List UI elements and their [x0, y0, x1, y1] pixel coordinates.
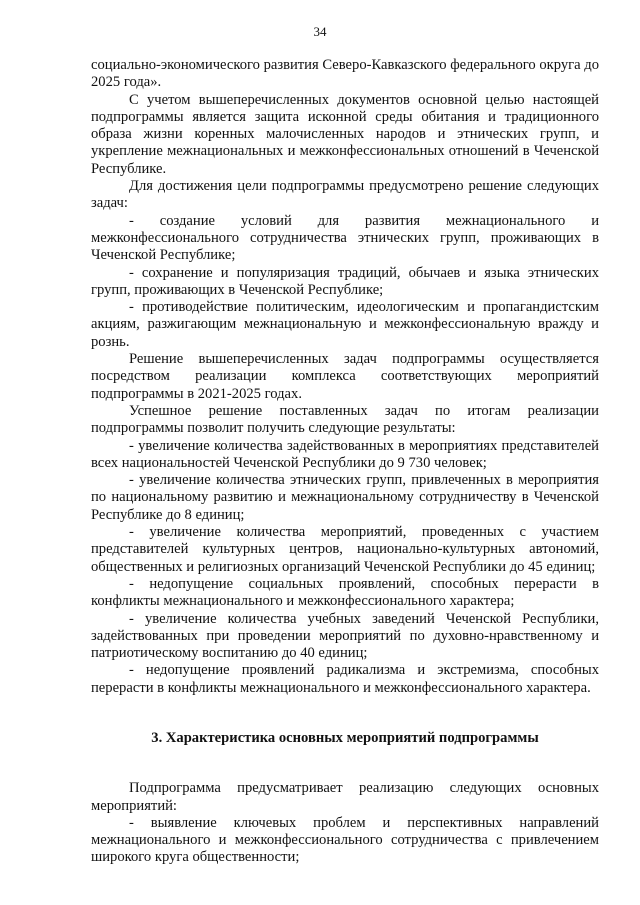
document-body	[91, 57, 599, 867]
list-item: - создание условий для развития межнационального и межконфессионального сотрудничества этнических групп, проживающих в Чеченской Республике;	[91, 212, 599, 264]
list-item: - противодействие политическим, идеологическим и пропагандистским акциям, разжигающим межнациональную и межконфессиональную вражду и рознь.	[91, 299, 599, 350]
list-item: - недопущение социальных проявлений, способных перерасти в конфликты межнационального и межконфессионального характера;	[91, 575, 599, 610]
list-item: - недопущение проявлений радикализма и экстремизма, способных перерасти в конфликты межнационального и межконфессионального характера.	[91, 662, 599, 696]
list-item: - сохранение и популяризация традиций, обычаев и языка этнических групп, проживающих в Чеченской Республике;	[91, 264, 599, 298]
paragraph: социально-экономического развития Северо-Кавказского федерального округа до 2025 года».	[91, 57, 599, 91]
list-item: - увеличение количества мероприятий, проведенных с участием представителей культурных центров, национально-культурных автономий, общественных и религиозных организаций Чеченской Республики до 45 единиц;	[91, 524, 599, 575]
paragraph: Подпрограмма предусматривает реализацию следующих основных мероприятий:	[91, 780, 599, 814]
paragraphs-before	[91, 57, 599, 697]
list-item: - увеличение количества этнических групп, привлеченных в мероприятия по национальному развитию и межнациональному сотрудничеству в Чеченской Республике до 8 единиц;	[91, 472, 599, 523]
page-number: 34	[313, 24, 327, 39]
paragraph: Успешное решение поставленных задач по итогам реализации подпрограммы позволит получить следующие результаты:	[91, 402, 599, 437]
section-heading: 3. Характеристика основных мероприятий подпрограммы	[151, 729, 539, 746]
list-item: - выявление ключевых проблем и перспективных направлений межнационального и межконфессионального сотрудничества с привлечением широкого круга общественности;	[91, 814, 599, 866]
paragraph: Для достижения цели подпрограммы предусмотрено решение следующих задач:	[91, 178, 599, 212]
paragraphs-after	[91, 780, 599, 866]
paragraph: Решение вышеперечисленных задач подпрограммы осуществляется посредством реализации комплекса соответствующих мероприятий подпрограммы в 2021-2025 годах.	[91, 351, 599, 402]
paragraph: С учетом вышеперечисленных документов основной целью настоящей подпрограммы является защита исконной среды обитания и традиционного образа жизни коренных малочисленных народов и этнических групп, и укрепление межнациональных и межконфессиональных отношений в Чеченской Республике.	[91, 91, 599, 177]
list-item: - увеличение количества учебных заведений Чеченской Республики, задействованных при проведении мероприятий по духовно-нравственному и патриотическому воспитанию до 40 единиц;	[91, 610, 599, 662]
list-item: - увеличение количества задействованных в мероприятиях представителей всех национальностей Чеченской Республики до 9 730 человек;	[91, 437, 599, 471]
